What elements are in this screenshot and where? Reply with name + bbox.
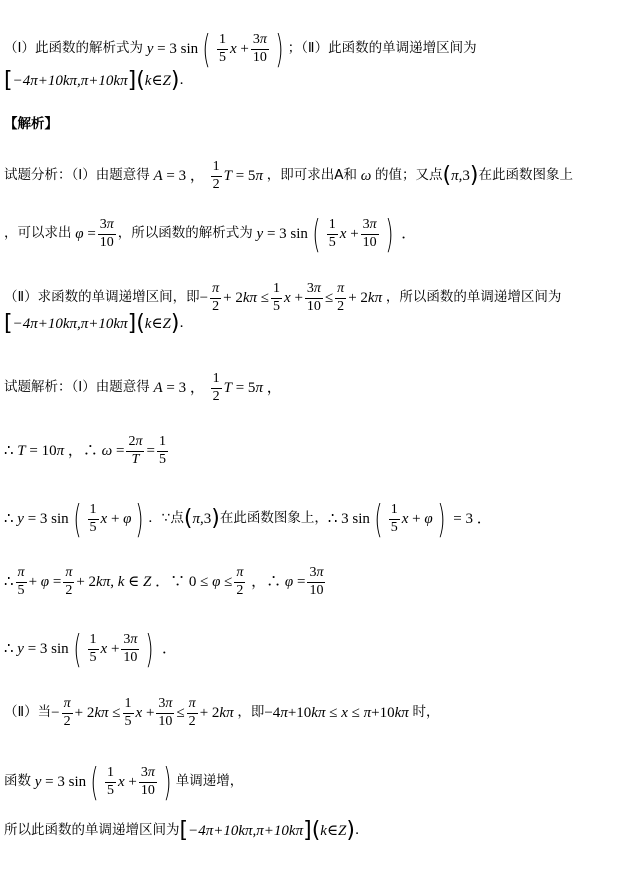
text: 时， (412, 704, 440, 721)
text: ，即可求出A和 (266, 167, 357, 184)
text: ．∵点 (148, 510, 184, 527)
condition: k∈Z (144, 315, 171, 332)
solution-line-3: ∴ y = 3 sin ( $\frac{1}{5}$ x + φ ) ．∵点 ( π,3 ) 在此函数图象上， ∴ 3 sin ( $\frac{1}{5}$ x + φ ) = 3 ． (4, 497, 492, 541)
solution-line-2: ∴ T = 10π ，∴ ω = $\frac{2\pi}{T}$ = $\frac{1}{5}$ (4, 434, 166, 467)
text: 在此函数图象上 (478, 167, 573, 184)
text: 单调递增， (175, 773, 244, 790)
section-header (4, 118, 624, 132)
fraction: $\frac{3\pi}{10}$ (252, 31, 267, 65)
period: ． (179, 72, 193, 89)
period: ． (354, 822, 369, 839)
text: 的值；又点 (375, 167, 443, 184)
solution-line-8: 所以此函数的单调递增区间为 [ −4π+10kπ,π+10kπ ] ( k∈Z ) ． (4, 818, 369, 843)
answer-line-2: [ −4π+10kπ,π+10kπ ] ( k∈Z ) ． (4, 68, 193, 93)
text: ；（Ⅱ）此函数的单调递增区间为 (287, 40, 477, 57)
condition: k∈Z (144, 72, 171, 89)
text: ，即 (237, 704, 265, 721)
text: 函数 (4, 773, 31, 790)
math: y (142, 40, 154, 57)
text: 试题解析：（Ⅰ）由题意得 (4, 379, 150, 396)
analysis-line-2: ，可以求出 φ = $\frac{3\pi}{10}$ ，所以函数的解析式为 y = 3 sin ( $\frac{1}{5}$ x + $\frac{3\pi}{10}$ ) ． (4, 212, 417, 256)
text: ，所以函数的解析式为 (117, 225, 253, 242)
header-text: 【解析】 (4, 116, 58, 132)
solution-line-7: 函数 y = 3 sin ( $\frac{1}{5}$ x + $\frac{3\pi}{10}$ ) 单调递增， (4, 760, 244, 804)
interval: −4π+10kπ,π+10kπ (188, 822, 304, 839)
solution-line-6: （Ⅱ）当 − $\frac{\pi}{2}$ + 2kπ ≤ $\frac{1}{5}$ x + $\frac{3\pi}{10}$ ≤ $\frac{\pi}{2}$ + 2kπ ，即 −4π+10kπ ≤ x ≤ π+10kπ 时， (4, 696, 440, 729)
text: ，可以求出 (4, 225, 72, 242)
period: ． (179, 315, 193, 332)
condition: k∈Z (320, 822, 347, 839)
analysis-line-1: 试题分析：（Ⅰ）由题意得 A = 3 ， $\frac{1}{2}$ T = 5π ，即可求出A和 ω 的值；又点 ( π,3 ) 在此函数图象上 (4, 159, 573, 192)
fraction: $\frac{1}{5}$ (218, 31, 226, 65)
text: （Ⅰ）此函数的解析式为 (4, 40, 143, 57)
interval: −4π+10kπ,π+10kπ (12, 72, 128, 89)
solution-line-4: ∴ $\frac{\pi}{5}$ + φ = $\frac{\pi}{2}$ + 2kπ, k ∈ Z ．∵ 0 ≤ φ ≤ $\frac{\pi}{2}$ ，∴ φ = $\frac{3\pi}{10}$ (4, 565, 324, 598)
text: 所以此函数的单调递增区间为 (4, 822, 180, 839)
text: （Ⅱ）求函数的单调递增区间，即 (4, 289, 200, 306)
answer-line-1: （Ⅰ）此函数的解析式为 y = 3 sin ( $\frac{1}{5}$ x + $\frac{3\pi}{10}$ ) ；（Ⅱ）此函数的单调递增区间为 (4, 27, 477, 71)
analysis-line-3: （Ⅱ）求函数的单调递增区间，即 − $\frac{\pi}{2}$ + 2kπ ≤ $\frac{1}{5}$ x + $\frac{3\pi}{10}$ ≤ $\frac{\pi}{2}$ + 2kπ ，所以函数的单调递增区间为 (4, 281, 562, 314)
interval: −4π+10kπ,π+10kπ (12, 315, 128, 332)
text: （Ⅱ）当 (4, 704, 52, 721)
solution-line-1: 试题解析：（Ⅰ）由题意得 A = 3 ， $\frac{1}{2}$ T = 5π ， (4, 371, 282, 404)
text: ，所以函数的单调递增区间为 (385, 289, 562, 306)
analysis-line-4: [ −4π+10kπ,π+10kπ ] ( k∈Z ) ． (4, 311, 193, 336)
solution-line-5: ∴ y = 3 sin ( $\frac{1}{5}$ x + $\frac{3\pi}{10}$ ) ． (4, 627, 178, 671)
text: 试题分析：（Ⅰ）由题意得 (4, 167, 150, 184)
text: 在此函数图象上， (219, 510, 328, 527)
